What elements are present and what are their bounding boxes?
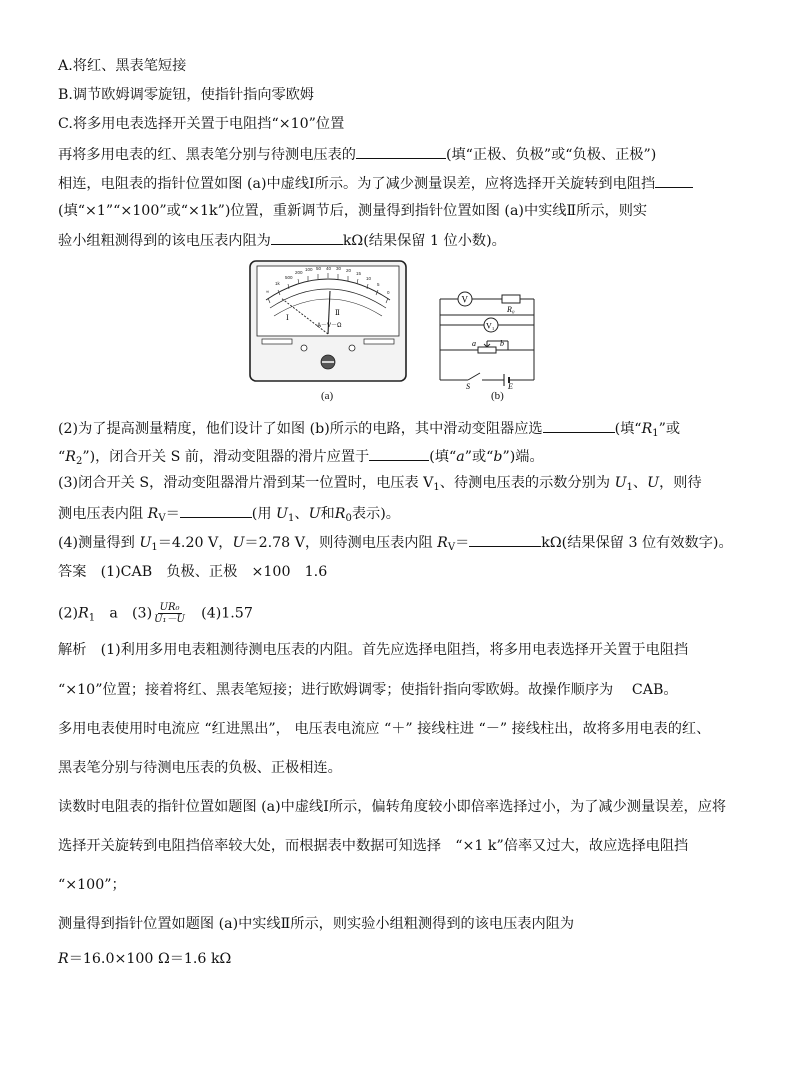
question-1-line-1: 再将多用电表的红、黑表笔分别与待测电压表的 (填“正极、负极”或“负极、正极”) <box>58 144 656 164</box>
explanation-line-1: 解析 (1)利用多用电表粗测待测电压表的内阻。首先应选择电阻挡，将多用电表选择开关置于电阻挡 <box>58 642 689 658</box>
scale-label: 0 <box>387 290 390 295</box>
fraction: $\frac{\text{UR₀}}{\text{U₁－U}}$ <box>154 602 185 625</box>
voltmeter-v1-label: V₁ <box>486 321 495 331</box>
scale-label: 100 <box>305 267 313 272</box>
explanation-line-8: 测量得到指针位置如题图 (a)中实线Ⅱ所示，则实验小组粗测得到的该电压表内阻为 <box>58 916 575 932</box>
question-2-line-1: (2)为了提高测量精度，他们设计了如图 (b)所示的电路，其中滑动变阻器应选 (填“$R_1$”或 <box>58 418 680 443</box>
answer-blank <box>655 173 693 188</box>
multimeter-figure <box>248 258 408 383</box>
answer-line-2: $(2)R_1$ a (3) $\frac{\text{UR₀}}{\text{U₁－U}}$ (4)1.57 <box>58 602 253 625</box>
scale-label: 10 <box>366 276 372 281</box>
caption-b: (b) <box>491 390 504 402</box>
caption-a: (a) <box>321 390 334 402</box>
rheostat-icon <box>478 347 496 353</box>
scale-label: 20 <box>346 268 352 273</box>
answer-line-1: 答案 (1)CAB 负极、正极 ×100 1.6 <box>58 564 328 580</box>
explanation-line-2: “×10”位置；接着将红、黑表笔短接；进行欧姆调零；使指针指向零欧姆。故操作顺序为 CAB。 <box>58 682 678 698</box>
explanation-line-9: R＝16.0×100 Ω＝1.6 kΩ <box>58 951 232 967</box>
answer-blank <box>356 144 446 159</box>
voltmeter-label: V <box>461 294 468 305</box>
meter-label: A－V－Ω <box>317 323 342 329</box>
rheostat-end-a: a <box>472 339 476 348</box>
resistor-label: R₀ <box>507 305 515 314</box>
question-1-line-3: (填“×1”“×100”或“×1k”)位置，重新调节后，测量得到指针位置如图 (a)中实线Ⅱ所示，则实 <box>58 203 648 219</box>
scale-label: 5 <box>377 282 380 287</box>
explanation-line-3: 多用电表使用时电流应 “红进黑出”， 电压表电流应 “＋” 接线柱进 “－” 接线柱出，故将多用电表的红、 <box>58 721 711 737</box>
scale-label: 15 <box>356 271 362 276</box>
option-a: A.将红、黑表笔短接 <box>58 58 187 74</box>
option-c: C.将多用电表选择开关置于电阻挡“×10”位置 <box>58 116 345 132</box>
switch-label: S <box>466 382 470 389</box>
question-3-line-1: (3)闭合开关 S，滑动变阻器滑片滑到某一位置时，电压表 $V_1$、待测电压表的示数分别为 $U_1$、U，则待 <box>58 475 702 493</box>
answer-blank <box>543 418 615 433</box>
scale-label: 30 <box>336 266 342 271</box>
question-1-line-4: 验小组粗测得到的该电压表内阻为 kΩ(结果保留 1 位小数)。 <box>58 230 506 250</box>
answer-blank <box>469 532 541 547</box>
scale-label: ∞ <box>266 289 270 294</box>
option-b: B.调节欧姆调零旋钮，使指针指向零欧姆 <box>58 87 315 103</box>
scale-label: 500 <box>285 275 293 280</box>
scale-label: 40 <box>326 266 332 271</box>
scale-label: 50 <box>316 266 322 271</box>
question-3-line-2: 测电压表内阻 $R_V=$ (用 $U_1$、U和$R_0$表示)。 <box>58 503 400 528</box>
answer-blank <box>271 230 343 245</box>
question-2-line-2: “$R_2$”)，闭合开关 S 前，滑动变阻器的滑片应置于 (填“a”或“b”)端。 <box>58 446 544 471</box>
circuit-figure <box>438 285 542 389</box>
question-4: (4)测量得到 $U_1=4.20$ V，U＝2.78 V，则待测电压表内阻 $R_V= k\Omega$(结果保留 3 位有效数字)。 <box>58 532 733 557</box>
question-1-line-2: 相连，电阻表的指针位置如图 (a)中虚线Ⅰ所示。为了减少测量误差，应将选择开关旋转到电阻挡 <box>58 173 693 193</box>
resistor-R0-icon <box>502 295 520 303</box>
mark-I: Ⅰ <box>286 314 289 322</box>
mark-II: Ⅱ <box>335 309 340 317</box>
scale-label: 1k <box>275 281 280 286</box>
answer-blank <box>369 446 429 461</box>
scale-label: 200 <box>295 270 303 275</box>
explanation-line-4: 黑表笔分别与待测电压表的负极、正极相连。 <box>58 760 342 776</box>
answer-blank <box>180 503 252 518</box>
explanation-line-6: 选择开关旋转到电阻挡倍率较大处，而根据表中数据可知选择 “×1 k”倍率又过大，故应选择电阻挡 <box>58 838 689 854</box>
battery-label: E <box>508 382 513 389</box>
explanation-line-5: 读数时电阻表的指针位置如题图 (a)中虚线Ⅰ所示，偏转角度较小即倍率选择过小，为了减少测量误差，应将 <box>58 799 727 815</box>
explanation-line-7: “×100”； <box>58 877 126 893</box>
rheostat-end-b: b <box>500 339 504 348</box>
